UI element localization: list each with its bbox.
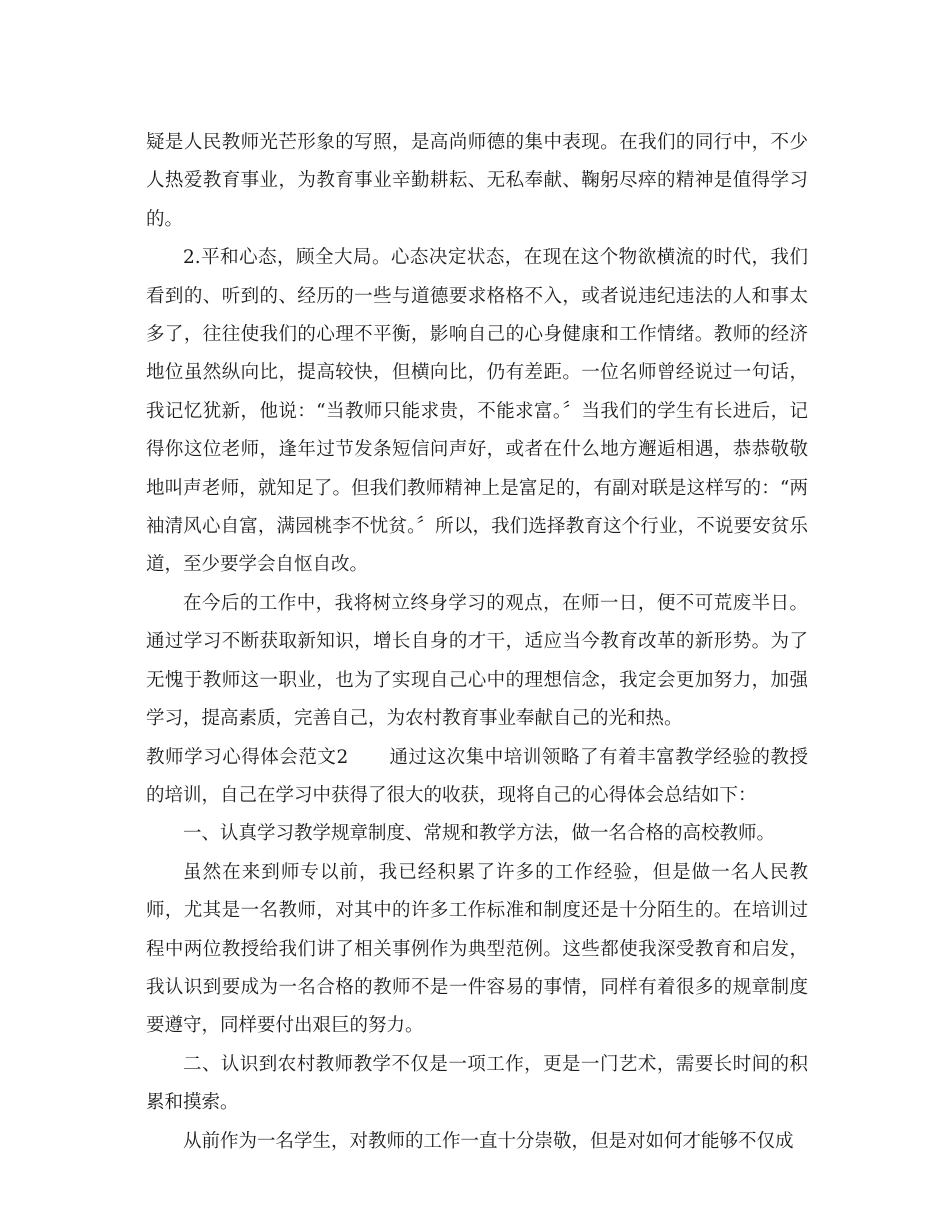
document-body — [146, 124, 808, 1161]
paragraph-6: 虽然在来到师专以前，我已经积累了许多的工作经验，但是做一名人民教师，尤其是一名教师，对其中的许多工作标准和制度还是十分陌生的。在培训过程中两位教授给我们讲了相关事例作为典型范例。这些都使我深受教育和启发，我认识到要成为一名合格的教师不是一件容易的事情，同样有着很多的规章制度要遵守，同样要付出艰巨的努力。 — [146, 861, 808, 1037]
paragraph-2: 2.平和心态，顾全大局。心态决定状态，在现在这个物欲横流的时代，我们看到的、听到的、经历的一些与道德要求格格不入，或者说违纪违法的人和事太多了，往往使我们的心理不平衡，影响自己的心身健康和工作情绪。教师的经济地位虽然纵向比，提高较快，但横向比，仍有差距。一位名师曾经说过一句话，我记忆犹新，他说：“当教师只能求贵，不能求富。〞当我们的学生有长进后，记得你这位老师，逢年过节发条短信问声好，或者在什么地方邂逅相遇，恭恭敬敬地叫声老师，就知足了。但我们教师精神上是富足的，有副对联是这样写的：“两袖清风心自富，满园桃李不忧贫。〞所以，我们选择教育这个行业，不说要安贫乐道，至少要学会自怄自改。 — [146, 247, 808, 576]
section-title: 教师学习心得体会范文2 — [146, 746, 349, 768]
paragraph-5: 一、认真学习教学规章制度、常规和教学方法，做一名合格的高校教师。 — [183, 823, 776, 845]
paragraph-4-text: 通过这次集中培训领略了有着丰富教学经验的教授的培训，自己在学习中获得了很大的收获，现将自己的心得体会总结如下： — [146, 746, 808, 806]
paragraph-1: 疑是人民教师光芒形象的写照，是高尚师德的集中表现。在我们的同行中，不少人热爱教育事业，为教育事业辛勤耕耘、无私奉献、鞠躬尽瘁的精神是值得学习的。 — [146, 132, 808, 230]
paragraph-8: 从前作为一名学生，对教师的工作一直十分崇敬，但是对如何才能够不仅成 — [183, 1130, 794, 1152]
paragraph-7: 二、认识到农村教师教学不仅是一项工作，更是一门艺术，需要长时间的积累和摸索。 — [146, 1053, 808, 1114]
paragraph-4 — [146, 739, 808, 816]
paragraph-3: 在今后的工作中，我将树立终身学习的观点，在师一日，便不可荒废半日。通过学习不断获取新知识，增长自身的才干，适应当今教育改革的新形势。为了无愧于教师这一职业，也为了实现自己心中的理想信念，我定会更加努力，加强学习，提高素质，完善自己，为农村教育事业奉献自己的光和热。 — [146, 592, 808, 730]
